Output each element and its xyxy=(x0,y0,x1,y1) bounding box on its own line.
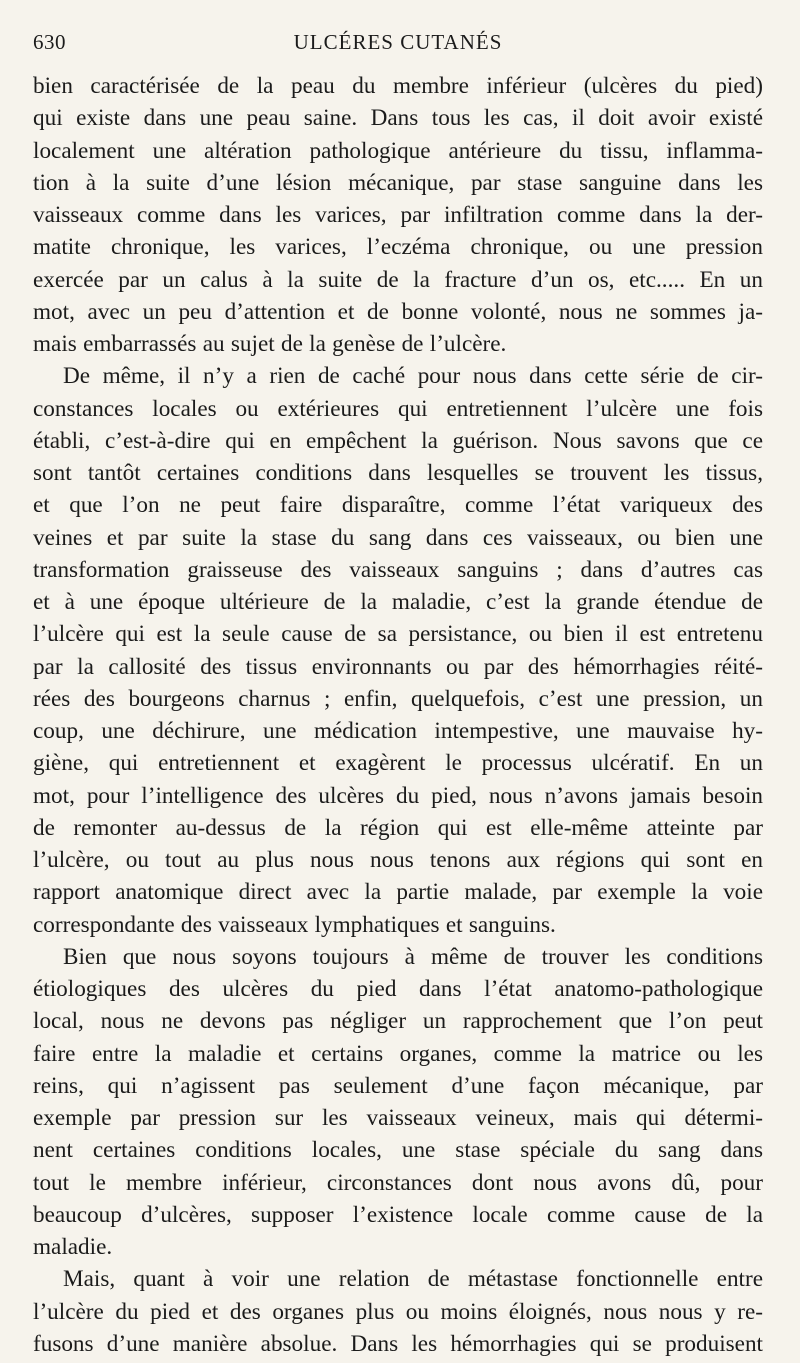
page-number: 630 xyxy=(33,30,66,54)
text-line: qui existe dans une peau saine. Dans tous les cas, il doit avoir existé xyxy=(33,105,763,132)
text-line: sont tantôt certaines conditions dans lesquelles se trouvent les tissus, xyxy=(33,460,763,486)
paragraph xyxy=(33,360,763,941)
text-line: par la callosité des tissus environnants ou par des hémorrhagies réité- xyxy=(33,653,763,680)
text-line: coup, une déchirure, une médication intempestive, une mauvaise hy- xyxy=(33,718,763,744)
text-line: bien caractérisée de la peau du membre inférieur (ulcères du pied) xyxy=(33,73,763,99)
text-line: et que l’on ne peut faire disparaître, comme l’état variqueux des xyxy=(33,492,763,519)
text-line: reins, qui n’agissent pas seulement d’une façon mécanique, par xyxy=(33,1072,763,1099)
text-line: mot, avec un peu d’attention et de bonne volonté, nous ne sommes ja- xyxy=(33,298,763,325)
text-line: faire entre la maladie et certains organes, comme la matrice ou les xyxy=(33,1040,763,1067)
text-line: De même, il n’y a rien de caché pour nous dans cette série de cir- xyxy=(63,363,763,390)
text-line: veines et par suite la stase du sang dans ces vaisseaux, ou bien une xyxy=(33,524,763,551)
text-line: giène, qui entretiennent et exagèrent le processus ulcératif. En un xyxy=(33,750,763,777)
text-line: tion à la suite d’une lésion mécanique, par stase sanguine dans les xyxy=(33,169,763,196)
text-line: maladie. xyxy=(33,1234,113,1260)
text-line: étiologiques des ulcères du pied dans l’état anatomo-pathologique xyxy=(33,976,763,1002)
text-line: transformation graisseuse des vaisseaux sanguins ; dans d’autres cas xyxy=(33,556,763,583)
text-line: nent certaines conditions locales, une stase spéciale du sang dans xyxy=(33,1137,763,1164)
text-line: vaisseaux comme dans les varices, par infiltration comme dans la der- xyxy=(33,202,763,228)
text-line: mais embarrassés au sujet de la genèse de l’ulcère. xyxy=(33,331,507,357)
text-line: exemple par pression sur les vaisseaux veineux, mais qui détermi- xyxy=(33,1105,763,1131)
text-line: Bien que nous soyons toujours à même de trouver les conditions xyxy=(63,943,763,970)
text-line: de remonter au-dessus de la région qui est elle-même atteinte par xyxy=(33,814,763,841)
page-header xyxy=(33,30,763,64)
text-line: localement une altération pathologique antérieure du tissu, inflamma- xyxy=(33,137,763,164)
paragraph xyxy=(33,70,763,360)
text-line: et à une époque ultérieure de la maladie, c’est la grande étendue de xyxy=(33,589,763,615)
running-title: ULCÉRES CUTANÉS xyxy=(293,30,503,54)
text-line: mot, pour l’intelligence des ulcères du pied, nous n’avons jamais besoin xyxy=(33,782,763,809)
text-line: exercée par un calus à la suite de la fracture d’un os, etc..... En un xyxy=(33,266,763,293)
text-line: tout le membre inférieur, circonstances dont nous avons dû, pour xyxy=(33,1169,763,1196)
paragraph xyxy=(33,1263,763,1360)
text-line: l’ulcère, ou tout au plus nous nous tenons aux régions qui sont en xyxy=(33,847,763,873)
text-line: rées des bourgeons charnus ; enfin, quelquefois, c’est une pression, un xyxy=(33,685,763,712)
text-line: rapport anatomique direct avec la partie malade, par exemple la voie xyxy=(33,879,763,906)
text-line: Mais, quant à voir une relation de métastase fonctionnelle entre xyxy=(63,1266,763,1293)
text-line: beaucoup d’ulcères, supposer l’existence locale comme cause de la xyxy=(33,1201,763,1228)
body-text xyxy=(33,70,763,1360)
text-line: local, nous ne devons pas négliger un rapprochement que l’on peut xyxy=(33,1008,763,1035)
text-line: l’ulcère du pied et des organes plus ou moins éloignés, nous nous y re- xyxy=(33,1298,763,1325)
text-line: correspondante des vaisseaux lymphatiques et sanguins. xyxy=(33,911,556,938)
paragraph xyxy=(33,941,763,1264)
text-line: constances locales ou extérieures qui entretiennent l’ulcère une fois xyxy=(33,395,763,422)
text-line: l’ulcère qui est la seule cause de sa persistance, ou bien il est entretenu xyxy=(33,621,763,648)
text-line: établi, c’est-à-dire qui en empêchent la guérison. Nous savons que ce xyxy=(33,427,763,454)
text-line: matite chronique, les varices, l’eczéma chronique, ou une pression xyxy=(33,234,763,261)
text-line: fusons d’une manière absolue. Dans les hémorrhagies qui se produisent xyxy=(33,1330,763,1357)
